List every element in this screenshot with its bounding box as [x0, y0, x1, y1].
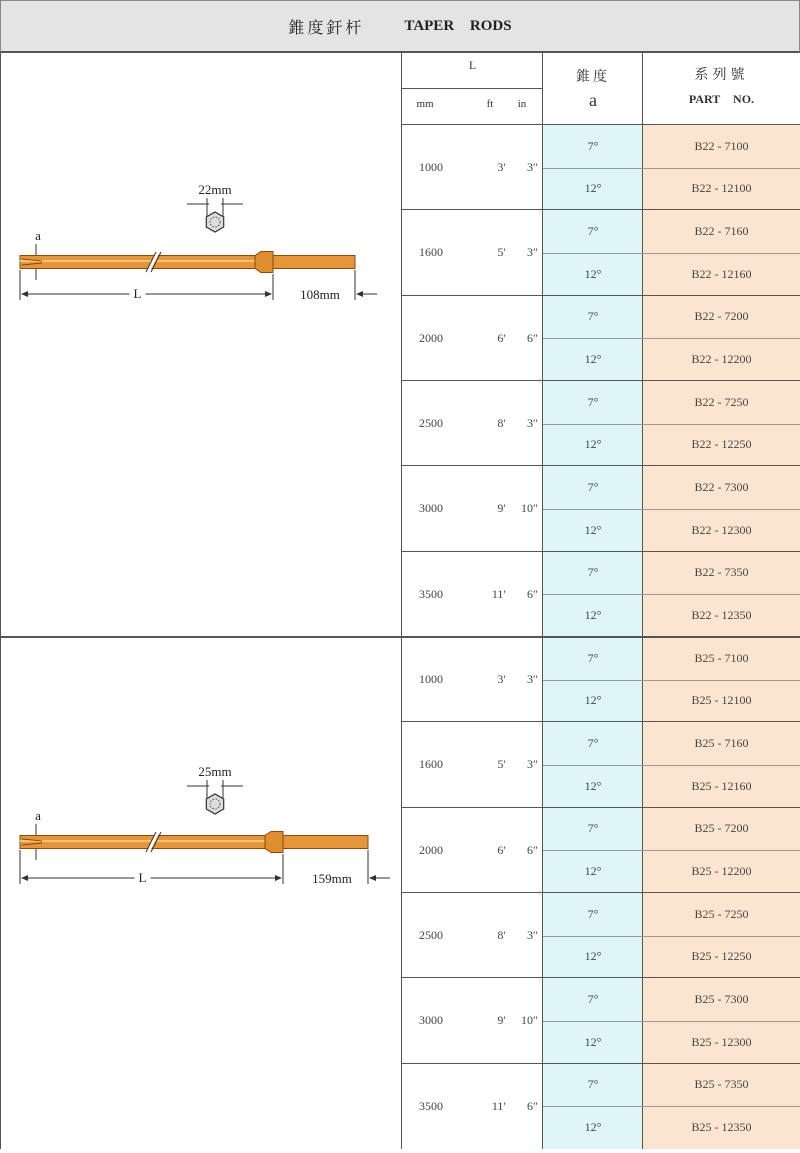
taper-angle-cell: 12° — [543, 424, 643, 467]
shank-length-label: 108mm — [300, 287, 340, 302]
subrow-divider — [543, 253, 800, 254]
part-number-cell: B25 - 12100 — [643, 680, 800, 723]
hex-section-icon — [206, 794, 223, 814]
taper-angle-cell: 7° — [543, 808, 643, 851]
part-number-cell: B25 - 12160 — [643, 765, 800, 808]
subrow-divider — [543, 338, 800, 339]
subrow-divider — [543, 509, 800, 510]
taper-angle-label: a — [35, 228, 41, 243]
rod-drawing — [0, 152, 402, 352]
rod-collar — [265, 832, 283, 853]
dim-arrow — [369, 875, 376, 881]
taper-angle-label: a — [35, 808, 41, 823]
taper-angle-cell: 7° — [543, 978, 643, 1021]
header-in: in — [517, 98, 527, 110]
length-in: 3″ — [527, 245, 538, 260]
length-ft: 8′ — [497, 928, 506, 943]
taper-angle-cell: 12° — [543, 509, 643, 552]
taper-angle-cell: 12° — [543, 680, 643, 723]
taper-rods-table — [0, 52, 800, 1153]
header-part-en: PART NO. — [688, 92, 755, 106]
rod-shank — [273, 256, 355, 269]
subrow-divider — [543, 168, 800, 169]
header-ft: ft — [486, 98, 494, 110]
length-ft: 5′ — [497, 757, 506, 772]
length-in: 6″ — [527, 1098, 538, 1113]
rod-diagram — [0, 152, 402, 352]
header-mm: mm — [416, 98, 434, 110]
length-ft: 6′ — [497, 330, 506, 345]
subrow-divider — [543, 936, 800, 937]
length-mm: 3500 — [419, 1098, 443, 1113]
taper-angle-cell: 7° — [543, 893, 643, 936]
length-in: 6″ — [527, 842, 538, 857]
row-divider — [402, 380, 800, 381]
length-in: 10″ — [521, 1013, 538, 1028]
taper-angle-cell: 7° — [543, 381, 643, 424]
rod-diagram — [0, 738, 402, 938]
length-mm: 1600 — [419, 245, 443, 260]
part-number-cell: B25 - 12200 — [643, 850, 800, 893]
length-mm: 3000 — [419, 1013, 443, 1028]
taper-angle-cell: 7° — [543, 637, 643, 680]
part-number-cell: B22 - 7200 — [643, 296, 800, 339]
length-ft: 6′ — [497, 842, 506, 857]
taper-angle-cell: 12° — [543, 168, 643, 211]
title-zh: 錐度釬杆 — [288, 19, 365, 37]
shank-length-label: 159mm — [312, 871, 352, 886]
part-number-cell: B22 - 7100 — [643, 125, 800, 168]
header-part-zh: 系列號 — [694, 68, 749, 83]
length-in: 3″ — [527, 757, 538, 772]
part-number-cell: B25 - 7250 — [643, 893, 800, 936]
hex-size-label: 25mm — [198, 764, 232, 779]
page-title — [0, 0, 800, 53]
subrow-divider — [543, 594, 800, 595]
part-number-cell: B22 - 7160 — [643, 210, 800, 253]
part-number-cell: B22 - 7300 — [643, 466, 800, 509]
part-number-cell: B22 - 12350 — [643, 594, 800, 637]
taper-angle-cell: 7° — [543, 466, 643, 509]
part-number-cell: B22 - 7350 — [643, 552, 800, 595]
taper-angle-cell: 7° — [543, 296, 643, 339]
header-divider — [402, 88, 543, 89]
taper-angle-cell: 7° — [543, 125, 643, 168]
length-in: 10″ — [521, 501, 538, 516]
dim-arrow — [21, 875, 28, 881]
taper-angle-cell: 7° — [543, 210, 643, 253]
taper-angle-cell: 12° — [543, 850, 643, 893]
length-ft: 3′ — [497, 672, 506, 687]
part-number-cell: B25 - 7200 — [643, 808, 800, 851]
taper-angle-cell: 12° — [543, 253, 643, 296]
row-divider — [402, 551, 800, 552]
column-divider — [542, 52, 543, 1149]
taper-angle-cell: 12° — [543, 1021, 643, 1064]
row-divider — [402, 295, 800, 296]
length-mm: 1600 — [419, 757, 443, 772]
subrow-divider — [543, 1021, 800, 1022]
title-en: TAPER RODS — [404, 17, 512, 34]
part-number-cell: B25 - 12350 — [643, 1106, 800, 1149]
taper-angle-cell: 12° — [543, 594, 643, 637]
part-number-cell: B22 - 12200 — [643, 338, 800, 381]
subrow-divider — [543, 850, 800, 851]
length-ft: 11′ — [491, 586, 506, 601]
part-number-cell: B25 - 7350 — [643, 1064, 800, 1107]
length-mm: 3000 — [419, 501, 443, 516]
taper-angle-cell: 12° — [543, 338, 643, 381]
length-label: L — [133, 286, 142, 301]
row-divider — [402, 1063, 800, 1064]
subrow-divider — [543, 680, 800, 681]
length-in: 3″ — [527, 160, 538, 175]
taper-angle-cell: 12° — [543, 936, 643, 979]
subrow-divider — [543, 1106, 800, 1107]
length-ft: 3′ — [497, 160, 506, 175]
part-number-cell: B22 - 12160 — [643, 253, 800, 296]
column-divider — [642, 52, 643, 1149]
taper-angle-cell: 12° — [543, 765, 643, 808]
part-number-cell: B22 - 7250 — [643, 381, 800, 424]
length-in: 3″ — [527, 672, 538, 687]
length-mm: 1000 — [419, 160, 443, 175]
length-label: L — [138, 870, 147, 885]
header-taper-symbol: a — [589, 90, 597, 110]
part-number-cell: B25 - 12250 — [643, 936, 800, 979]
header-l-label: L — [468, 58, 477, 72]
length-mm: 1000 — [419, 672, 443, 687]
taper-angle-cell: 7° — [543, 552, 643, 595]
rod-drawing — [0, 738, 402, 938]
rod-collar — [255, 252, 273, 273]
row-divider — [402, 465, 800, 466]
header-taper-zh: 錐度 — [576, 70, 610, 85]
part-number-cell: B25 - 7300 — [643, 978, 800, 1021]
part-number-cell: B22 - 12100 — [643, 168, 800, 211]
subrow-divider — [543, 424, 800, 425]
row-divider — [402, 892, 800, 893]
taper-angle-cell: 12° — [543, 1106, 643, 1149]
dim-arrow — [275, 875, 282, 881]
subrow-divider — [543, 765, 800, 766]
length-mm: 2000 — [419, 842, 443, 857]
length-ft: 5′ — [497, 245, 506, 260]
taper-angle-cell: 7° — [543, 1064, 643, 1107]
part-number-cell: B25 - 7100 — [643, 637, 800, 680]
part-number-cell: B25 - 12300 — [643, 1021, 800, 1064]
header-bottom-rule — [402, 124, 800, 125]
part-number-cell: B22 - 12250 — [643, 424, 800, 467]
row-divider — [402, 721, 800, 722]
hex-size-label: 22mm — [198, 182, 232, 197]
dim-arrow — [265, 291, 272, 297]
length-mm: 2000 — [419, 330, 443, 345]
part-number-cell: B25 - 7160 — [643, 722, 800, 765]
hex-section-icon — [206, 212, 223, 232]
length-ft: 8′ — [497, 416, 506, 431]
dim-arrow — [356, 291, 363, 297]
dim-arrow — [21, 291, 28, 297]
length-ft: 9′ — [497, 1013, 506, 1028]
length-ft: 11′ — [491, 1098, 506, 1113]
row-divider — [402, 977, 800, 978]
length-mm: 3500 — [419, 586, 443, 601]
row-divider — [402, 209, 800, 210]
length-in: 6″ — [527, 586, 538, 601]
part-number-cell: B22 - 12300 — [643, 509, 800, 552]
row-divider — [402, 807, 800, 808]
length-in: 3″ — [527, 416, 538, 431]
rod-shank — [283, 836, 368, 849]
group-divider — [0, 636, 800, 638]
length-mm: 2500 — [419, 928, 443, 943]
length-mm: 2500 — [419, 416, 443, 431]
taper-angle-cell: 7° — [543, 722, 643, 765]
length-in: 6″ — [527, 330, 538, 345]
length-in: 3″ — [527, 928, 538, 943]
length-ft: 9′ — [497, 501, 506, 516]
